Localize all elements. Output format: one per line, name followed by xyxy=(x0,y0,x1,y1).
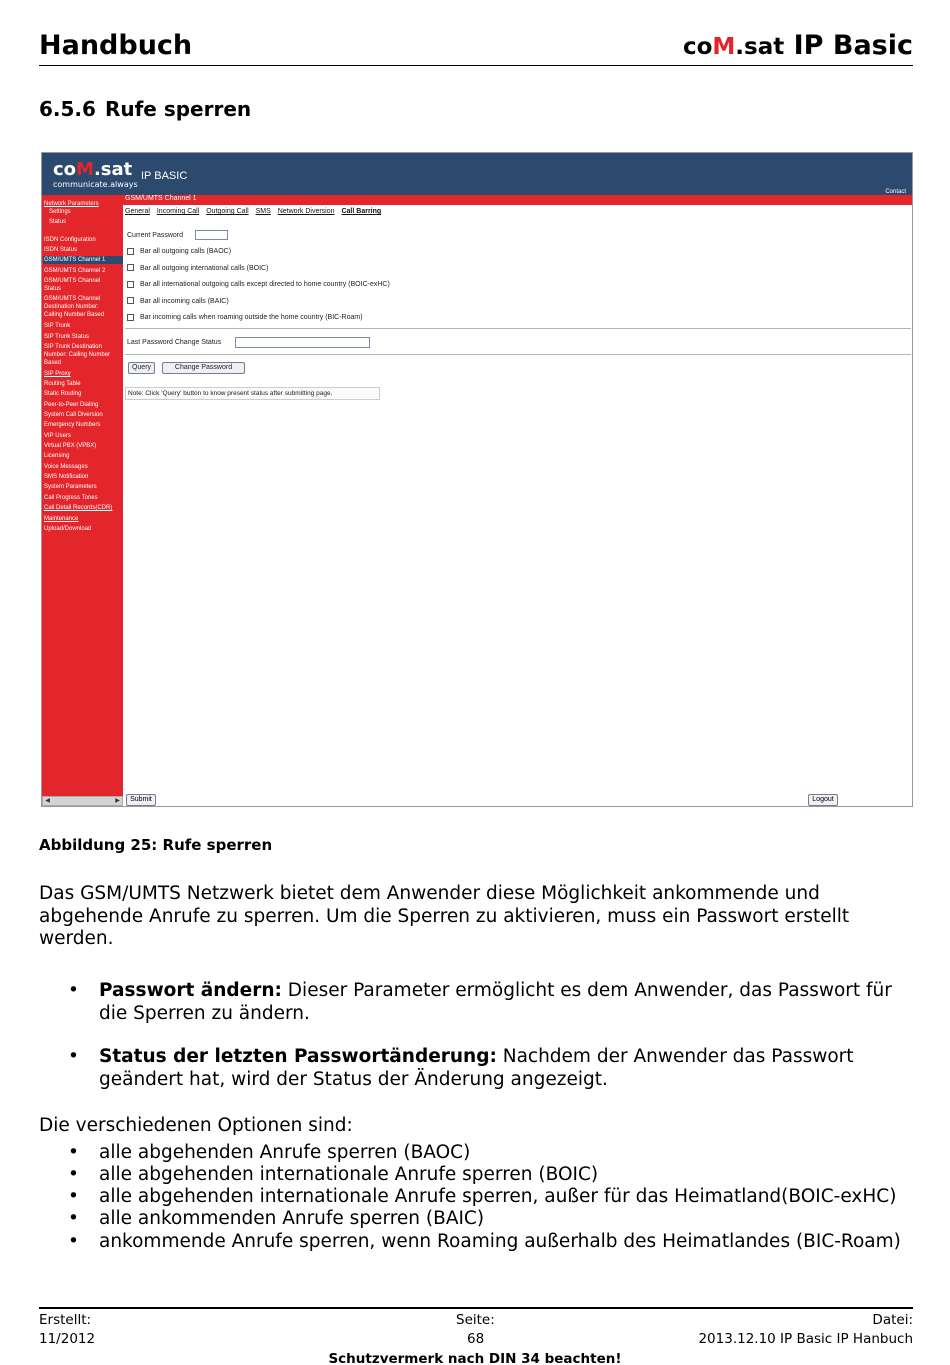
option-item: alle abgehenden internationale Anrufe sperren (BOIC) xyxy=(99,1164,599,1185)
sidebar-item-sip-destination-3[interactable]: Based xyxy=(44,360,62,366)
sidebar-item-sip-trunk-status[interactable]: SIP Trunk Status xyxy=(44,334,89,340)
change-password-button[interactable]: Change Password xyxy=(162,362,245,374)
sidebar-item-maintenance[interactable]: Maintenance xyxy=(44,516,79,522)
baic-label: Bar all incoming calls (BAIC) xyxy=(140,298,229,305)
bic-roam-label: Bar incoming calls when roaming outside the home country (BIC-Roam) xyxy=(140,314,363,321)
sidebar-item-virtual-pbx[interactable]: Virtual PBX (VPBX) xyxy=(44,443,97,449)
brand-sat: .sat xyxy=(735,34,785,60)
option-item: alle abgehenden Anrufe sperren (BAOC) xyxy=(99,1142,471,1163)
created-value: 11/2012 xyxy=(39,1331,96,1347)
intro-paragraph: Das GSM/UMTS Netzwerk bietet dem Anwender diese Möglichkeit ankommende und abgehende Anrufe zu sperren. Um die Sperren zu aktivieren, muss ein Passwort erstellt werden. xyxy=(39,883,850,949)
contact-link[interactable]: Contact xyxy=(885,189,906,195)
sidebar xyxy=(42,198,123,796)
sidebar-item-gsm-channel-status-2[interactable]: Status xyxy=(44,286,62,292)
sidebar-item-vip-users[interactable]: VIP Users xyxy=(44,433,71,439)
boic-checkbox[interactable] xyxy=(127,264,134,271)
sidebar-item-gsm-destination[interactable]: GSM/UMTS Channel xyxy=(44,296,101,302)
sidebar-item-gsm-channel-1[interactable]: GSM/UMTS Channel 1 xyxy=(43,256,123,264)
sidebar-item-sip-destination[interactable]: SIP Trunk Destination xyxy=(44,344,102,350)
section-number: 6.5.6 xyxy=(39,97,96,121)
tab-call-barring[interactable]: Call Barring xyxy=(341,208,382,215)
figure-caption: Abbildung 25: Rufe sperren xyxy=(39,836,273,854)
brand-m: M xyxy=(712,34,736,60)
sidebar-item-network-parameters[interactable]: Network Parameters xyxy=(44,201,99,207)
baoc-label: Bar all outgoing calls (BAOC) xyxy=(140,248,232,255)
param-last-status xyxy=(99,1046,919,1091)
sidebar-item-static-routing[interactable]: Static Routing xyxy=(44,391,82,397)
call-barring-panel xyxy=(125,205,913,795)
call-barring-screenshot xyxy=(41,152,913,807)
option-item: alle ankommenden Anrufe sperren (BAIC) xyxy=(99,1208,485,1229)
app-title: IP BASIC xyxy=(141,170,188,182)
bullet-icon: • xyxy=(68,1142,79,1163)
sidebar-item-routing-table[interactable]: Routing Table xyxy=(44,381,81,387)
param-password-change xyxy=(99,980,919,1025)
boic-label: Bar all outgoing international calls (BOIC) xyxy=(140,265,269,272)
bullet-icon: • xyxy=(68,1208,79,1229)
sidebar-item-emergency-numbers[interactable]: Emergency Numbers xyxy=(44,422,101,428)
app-header xyxy=(42,153,913,198)
option-item: alle abgehenden internationale Anrufe sperren, außer für das Heimatland(BOIC-exHC) xyxy=(99,1186,897,1207)
page-title: GSM/UMTS Channel 1 xyxy=(125,195,197,202)
bullet-icon: • xyxy=(68,1231,79,1252)
tab-outgoing-call[interactable]: Outgoing Call xyxy=(206,208,249,215)
sidebar-item-gsm-channel-2[interactable]: GSM/UMTS Channel 2 xyxy=(44,268,106,274)
sidebar-item-sip-destination-2[interactable]: Number: Calling Number xyxy=(44,352,111,358)
param-text: Dieser Parameter ermöglicht es dem Anwender, das Passwort für die Sperren zu ändern. xyxy=(99,980,892,1024)
logo-co: co xyxy=(53,159,77,180)
sidebar-item-voice-messages[interactable]: Voice Messages xyxy=(44,464,88,470)
query-button[interactable]: Query xyxy=(128,362,155,374)
tab-network-diversion[interactable]: Network Diversion xyxy=(277,208,335,215)
sidebar-item-upload-download[interactable]: Upload/Download xyxy=(44,526,92,532)
file-label: Datei: xyxy=(872,1312,913,1328)
divider xyxy=(125,354,911,355)
scroll-right-icon[interactable]: ▶ xyxy=(115,797,120,804)
last-status-field xyxy=(235,337,370,348)
sidebar-scrollbar[interactable] xyxy=(42,796,123,806)
baoc-checkbox[interactable] xyxy=(127,248,134,255)
sidebar-item-call-progress-tones[interactable]: Call Progress Tones xyxy=(44,495,98,501)
sidebar-item-call-diversion[interactable]: System Call Diversion xyxy=(44,412,103,418)
sidebar-item-gsm-destination-3[interactable]: Calling Number Based xyxy=(44,312,105,318)
last-status-label: Last Password Change Status xyxy=(127,339,222,346)
sidebar-item-gsm-channel-status[interactable]: GSM/UMTS Channel xyxy=(44,278,101,284)
baic-checkbox[interactable] xyxy=(127,297,134,304)
manual-title: Handbuch xyxy=(39,30,193,61)
tab-sms[interactable]: SMS xyxy=(255,208,271,215)
section-title: Rufe sperren xyxy=(104,97,252,121)
page-number: 68 xyxy=(467,1331,485,1347)
brand-co: co xyxy=(682,34,713,60)
divider xyxy=(125,328,911,329)
bic-roam-checkbox[interactable] xyxy=(127,314,134,321)
file-value: 2013.12.10 IP Basic IP Hanbuch xyxy=(698,1331,913,1347)
bullet-icon: • xyxy=(68,980,79,1001)
tab-general[interactable]: General xyxy=(125,208,150,215)
comsat-logo xyxy=(53,159,132,180)
document-header xyxy=(39,28,913,66)
scroll-left-icon[interactable]: ◀ xyxy=(45,797,50,804)
tab-bar xyxy=(125,208,386,215)
sidebar-item-sip-trunk[interactable]: SIP Trunk xyxy=(44,323,71,329)
logo-m: M xyxy=(76,159,94,180)
param-text: Nachdem der Anwender das Passwort geändert hat, wird der Status der Änderung angezeigt. xyxy=(99,1046,854,1090)
boic-exhc-checkbox[interactable] xyxy=(127,281,134,288)
bullet-icon: • xyxy=(68,1164,79,1185)
logout-button[interactable]: Logout xyxy=(808,794,838,806)
sidebar-item-sip-proxy[interactable]: SIP Proxy xyxy=(44,371,71,377)
sidebar-item-gsm-destination-2[interactable]: Destination Number: xyxy=(44,304,99,310)
logo-tagline: communicate.always xyxy=(53,180,138,189)
sidebar-item-isdn-status[interactable]: ISDN Status xyxy=(44,247,78,253)
bullet-icon: • xyxy=(68,1186,79,1207)
sidebar-item-peer-dialing[interactable]: Peer-to-Peer Dialing xyxy=(44,402,99,408)
din-notice: Schutzvermerk nach DIN 34 beachten! xyxy=(328,1351,622,1365)
tab-incoming-call[interactable]: Incoming Call xyxy=(156,208,200,215)
sidebar-item-cdr[interactable]: Call Detail Records(CDR) xyxy=(44,505,113,511)
page-label: Seite: xyxy=(456,1312,495,1328)
param-term: Passwort ändern: xyxy=(99,980,282,1001)
current-password-input[interactable] xyxy=(195,230,228,240)
sidebar-item-isdn-configuration[interactable]: ISDN Configuration xyxy=(44,237,96,243)
logo-sat: .sat xyxy=(93,159,133,180)
boic-exhc-label: Bar all international outgoing calls except directed to home country (BOIC-exHC) xyxy=(140,281,390,288)
sidebar-item-status[interactable]: Status xyxy=(49,219,67,225)
option-item: ankommende Anrufe sperren, wenn Roaming außerhalb des Heimatlandes (BIC-Roam) xyxy=(99,1231,901,1252)
section-heading xyxy=(39,97,251,121)
sidebar-item-sms-notification[interactable]: SMS Notification xyxy=(44,474,89,480)
product-brand xyxy=(683,30,913,61)
query-note: Note: Click 'Query' button to know present status after submitting page. xyxy=(125,387,380,400)
created-label: Erstellt: xyxy=(39,1312,92,1328)
options-intro: Die verschiedenen Optionen sind: xyxy=(39,1115,353,1136)
current-password-label: Current Password xyxy=(127,232,184,239)
sidebar-item-settings[interactable]: Settings xyxy=(49,209,71,215)
submit-button[interactable]: Submit xyxy=(126,794,156,806)
param-term: Status der letzten Passwortänderung: xyxy=(99,1046,497,1067)
sidebar-item-licensing[interactable]: Licensing xyxy=(44,453,70,459)
product-name: IP Basic xyxy=(784,30,913,61)
footer-divider xyxy=(39,1307,913,1309)
bullet-icon: • xyxy=(68,1046,79,1067)
sidebar-item-system-parameters[interactable]: System Parameters xyxy=(44,484,97,490)
